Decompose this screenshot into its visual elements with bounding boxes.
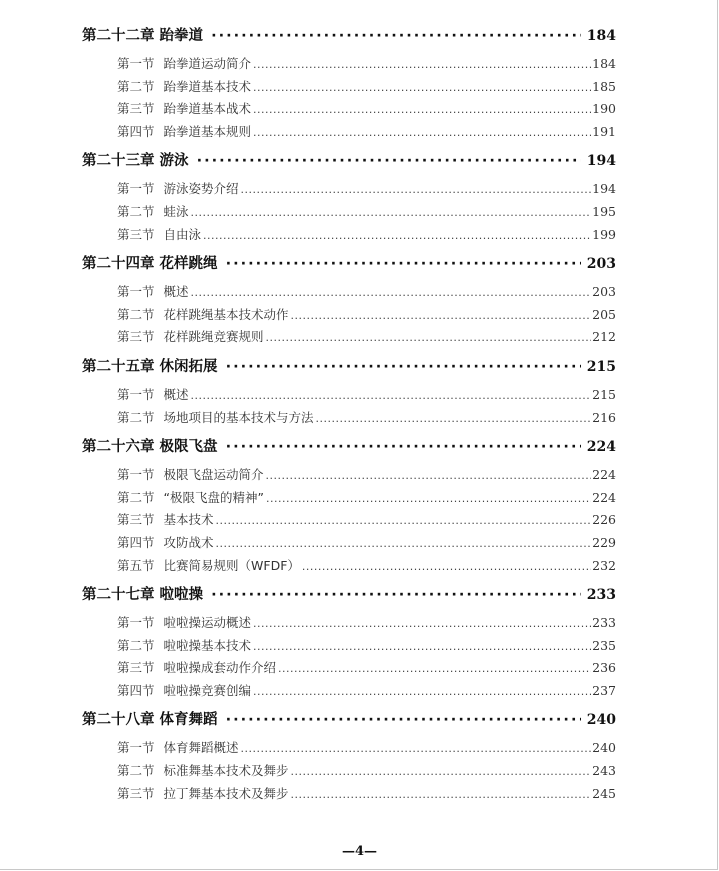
section-entry[interactable]: [82, 657, 616, 680]
section-entry[interactable]: [82, 53, 616, 76]
section-page-number: 226: [592, 512, 616, 528]
dot-leader: [211, 583, 581, 607]
section-entry[interactable]: [82, 281, 616, 304]
section-page-number: 224: [592, 467, 616, 483]
chapter-entry[interactable]: [82, 149, 616, 173]
section-number: 第二节: [117, 489, 155, 505]
dot-leader: [191, 282, 592, 305]
dot-leader: [211, 24, 581, 48]
section-title: 跆拳道基本规则: [163, 123, 252, 139]
section-entry[interactable]: [82, 407, 616, 430]
chapter-entry[interactable]: [82, 708, 616, 732]
section-number: 第五节: [117, 557, 155, 573]
dot-leader: [291, 761, 592, 784]
dot-leader: [203, 225, 591, 248]
chapter-entry[interactable]: [82, 583, 616, 607]
section-title: 基本技术: [163, 512, 214, 528]
section-entry[interactable]: [82, 612, 616, 635]
chapter-page-number: 240: [586, 712, 616, 729]
dot-leader: [253, 613, 591, 636]
dot-leader: [253, 122, 591, 145]
section-number: 第四节: [117, 123, 155, 139]
chapter-title: 第二十六章 极限飞盘: [82, 439, 218, 456]
section-entry[interactable]: [82, 326, 616, 349]
dot-leader: [291, 784, 592, 807]
section-page-number: 229: [592, 534, 616, 550]
section-page-number: 233: [592, 615, 616, 631]
section-page-number: 243: [592, 763, 616, 779]
dot-leader: [216, 533, 592, 556]
section-title: 拉丁舞基本技术及舞步: [163, 785, 289, 801]
section-title: 啦啦操运动概述: [163, 615, 252, 631]
toc-chapter: [82, 583, 616, 702]
section-page-number: 205: [592, 306, 616, 322]
chapter-entry[interactable]: [82, 24, 616, 48]
dot-leader: [226, 435, 581, 459]
section-title: 体育舞蹈概述: [163, 740, 239, 756]
section-entry[interactable]: [82, 304, 616, 327]
section-number: 第一节: [117, 615, 155, 631]
section-page-number: 236: [592, 660, 616, 676]
dot-leader: [253, 77, 591, 100]
section-number: 第一节: [117, 181, 155, 197]
page-number: —4—: [341, 844, 378, 859]
section-number: 第一节: [117, 740, 155, 756]
section-page-number: 240: [592, 740, 616, 756]
section-title: 概述: [163, 386, 189, 402]
dot-leader: [316, 408, 592, 431]
section-entry[interactable]: [82, 737, 616, 760]
chapter-title: 第二十二章 跆拳道: [82, 28, 204, 44]
section-title: 啦啦操基本技术: [163, 637, 252, 653]
section-number: 第四节: [117, 534, 155, 550]
section-entry[interactable]: [82, 76, 616, 99]
section-page-number: 216: [592, 409, 616, 425]
chapter-entry[interactable]: [82, 252, 616, 276]
section-title: 游泳姿势介绍: [163, 181, 239, 197]
chapter-page-number: 233: [586, 587, 616, 604]
section-title: 跆拳道基本战术: [163, 101, 252, 117]
section-title: 跆拳道基本技术: [163, 78, 252, 94]
dot-leader: [191, 385, 592, 408]
dot-leader: [253, 99, 591, 122]
toc-chapter: [82, 435, 616, 577]
section-page-number: 224: [592, 489, 616, 505]
chapter-page-number: 184: [586, 28, 616, 44]
chapter-page-number: 203: [586, 256, 616, 273]
section-page-number: 245: [592, 785, 616, 801]
dot-leader: [266, 465, 592, 488]
section-title: 跆拳道运动简介: [163, 56, 252, 71]
dot-leader: [216, 510, 592, 533]
section-entry[interactable]: [82, 635, 616, 658]
dot-leader: [226, 708, 581, 732]
chapter-page-number: 215: [586, 358, 616, 375]
chapter-page-number: 224: [586, 439, 616, 456]
dot-leader: [191, 202, 592, 225]
dot-leader: [266, 488, 591, 511]
section-number: 第三节: [117, 785, 155, 801]
section-entry[interactable]: [82, 464, 616, 487]
chapter-title: 第二十五章 休闲拓展: [82, 358, 218, 375]
table-of-contents: [82, 24, 616, 805]
toc-chapter: [82, 355, 616, 429]
dot-leader: [253, 681, 591, 704]
section-page-number: 184: [592, 56, 616, 71]
section-entry[interactable]: [82, 98, 616, 121]
section-entry[interactable]: [82, 532, 616, 555]
section-page-number: 190: [592, 101, 616, 117]
dot-leader: [241, 738, 592, 761]
section-number: 第四节: [117, 682, 155, 698]
section-number: 第三节: [117, 329, 155, 345]
section-number: 第三节: [117, 101, 155, 117]
section-number: 第二节: [117, 203, 155, 219]
section-number: 第三节: [117, 660, 155, 676]
section-number: 第二节: [117, 637, 155, 653]
section-number: 第二节: [117, 78, 155, 94]
section-entry[interactable]: [82, 487, 616, 510]
dot-leader: [302, 556, 591, 579]
section-page-number: 194: [592, 181, 616, 197]
section-number: 第一节: [117, 284, 155, 300]
chapter-title: 第二十七章 啦啦操: [82, 587, 204, 604]
section-number: 第三节: [117, 226, 155, 242]
chapter-title: 第二十四章 花样跳绳: [82, 256, 218, 273]
section-title: 概述: [163, 284, 189, 300]
section-page-number: 215: [592, 386, 616, 402]
section-number: 第二节: [117, 409, 155, 425]
section-title: 场地项目的基本技术与方法: [163, 409, 314, 425]
toc-chapter: [82, 149, 616, 246]
section-title: 攻防战术: [163, 534, 214, 550]
section-number: 第一节: [117, 56, 155, 71]
section-entry[interactable]: [82, 121, 616, 144]
toc-chapter: [82, 252, 616, 349]
chapter-entry[interactable]: [82, 435, 616, 459]
toc-chapter: [82, 708, 616, 805]
section-entry[interactable]: [82, 224, 616, 247]
section-entry[interactable]: [82, 760, 616, 783]
dot-leader: [197, 149, 581, 173]
section-number: 第二节: [117, 763, 155, 779]
toc-chapter: [82, 24, 616, 143]
section-entry[interactable]: [82, 384, 616, 407]
section-title: 比赛简易规则（WFDF）: [163, 557, 300, 573]
section-title: 花样跳绳竞赛规则: [163, 329, 264, 345]
section-number: 第一节: [117, 467, 155, 483]
chapter-title: 第二十八章 体育舞蹈: [82, 712, 218, 729]
dot-leader: [226, 252, 581, 276]
dot-leader: [241, 179, 592, 202]
section-title: 标准舞基本技术及舞步: [163, 763, 289, 779]
dot-leader: [226, 355, 581, 379]
section-page-number: 235: [592, 637, 616, 653]
dot-leader: [253, 636, 591, 659]
dot-leader: [253, 54, 591, 77]
section-page-number: 185: [592, 78, 616, 94]
section-entry[interactable]: [82, 509, 616, 532]
section-entry[interactable]: [82, 178, 616, 201]
dot-leader: [266, 327, 592, 350]
section-title: “极限飞盘的精神”: [163, 489, 264, 505]
chapter-entry[interactable]: [82, 355, 616, 379]
section-title: 花样跳绳基本技术动作: [163, 306, 289, 322]
section-page-number: 237: [592, 682, 616, 698]
section-page-number: 195: [592, 203, 616, 219]
section-title: 自由泳: [163, 226, 202, 242]
dot-leader: [291, 305, 592, 328]
section-number: 第三节: [117, 512, 155, 528]
section-page-number: 199: [592, 226, 616, 242]
chapter-page-number: 194: [586, 153, 616, 170]
section-number: 第一节: [117, 386, 155, 402]
section-page-number: 191: [592, 123, 616, 139]
chapter-title: 第二十三章 游泳: [82, 153, 189, 170]
section-number: 第二节: [117, 306, 155, 322]
section-title: 蛙泳: [163, 203, 189, 219]
section-entry[interactable]: [82, 680, 616, 703]
section-entry[interactable]: [82, 555, 616, 578]
section-page-number: 212: [592, 329, 616, 345]
section-entry[interactable]: [82, 783, 616, 806]
section-title: 极限飞盘运动简介: [163, 467, 264, 483]
section-page-number: 203: [592, 284, 616, 300]
section-title: 啦啦操竞赛创编: [163, 682, 252, 698]
section-entry[interactable]: [82, 201, 616, 224]
section-page-number: 232: [592, 557, 616, 573]
dot-leader: [278, 658, 591, 681]
section-title: 啦啦操成套动作介绍: [163, 660, 277, 676]
